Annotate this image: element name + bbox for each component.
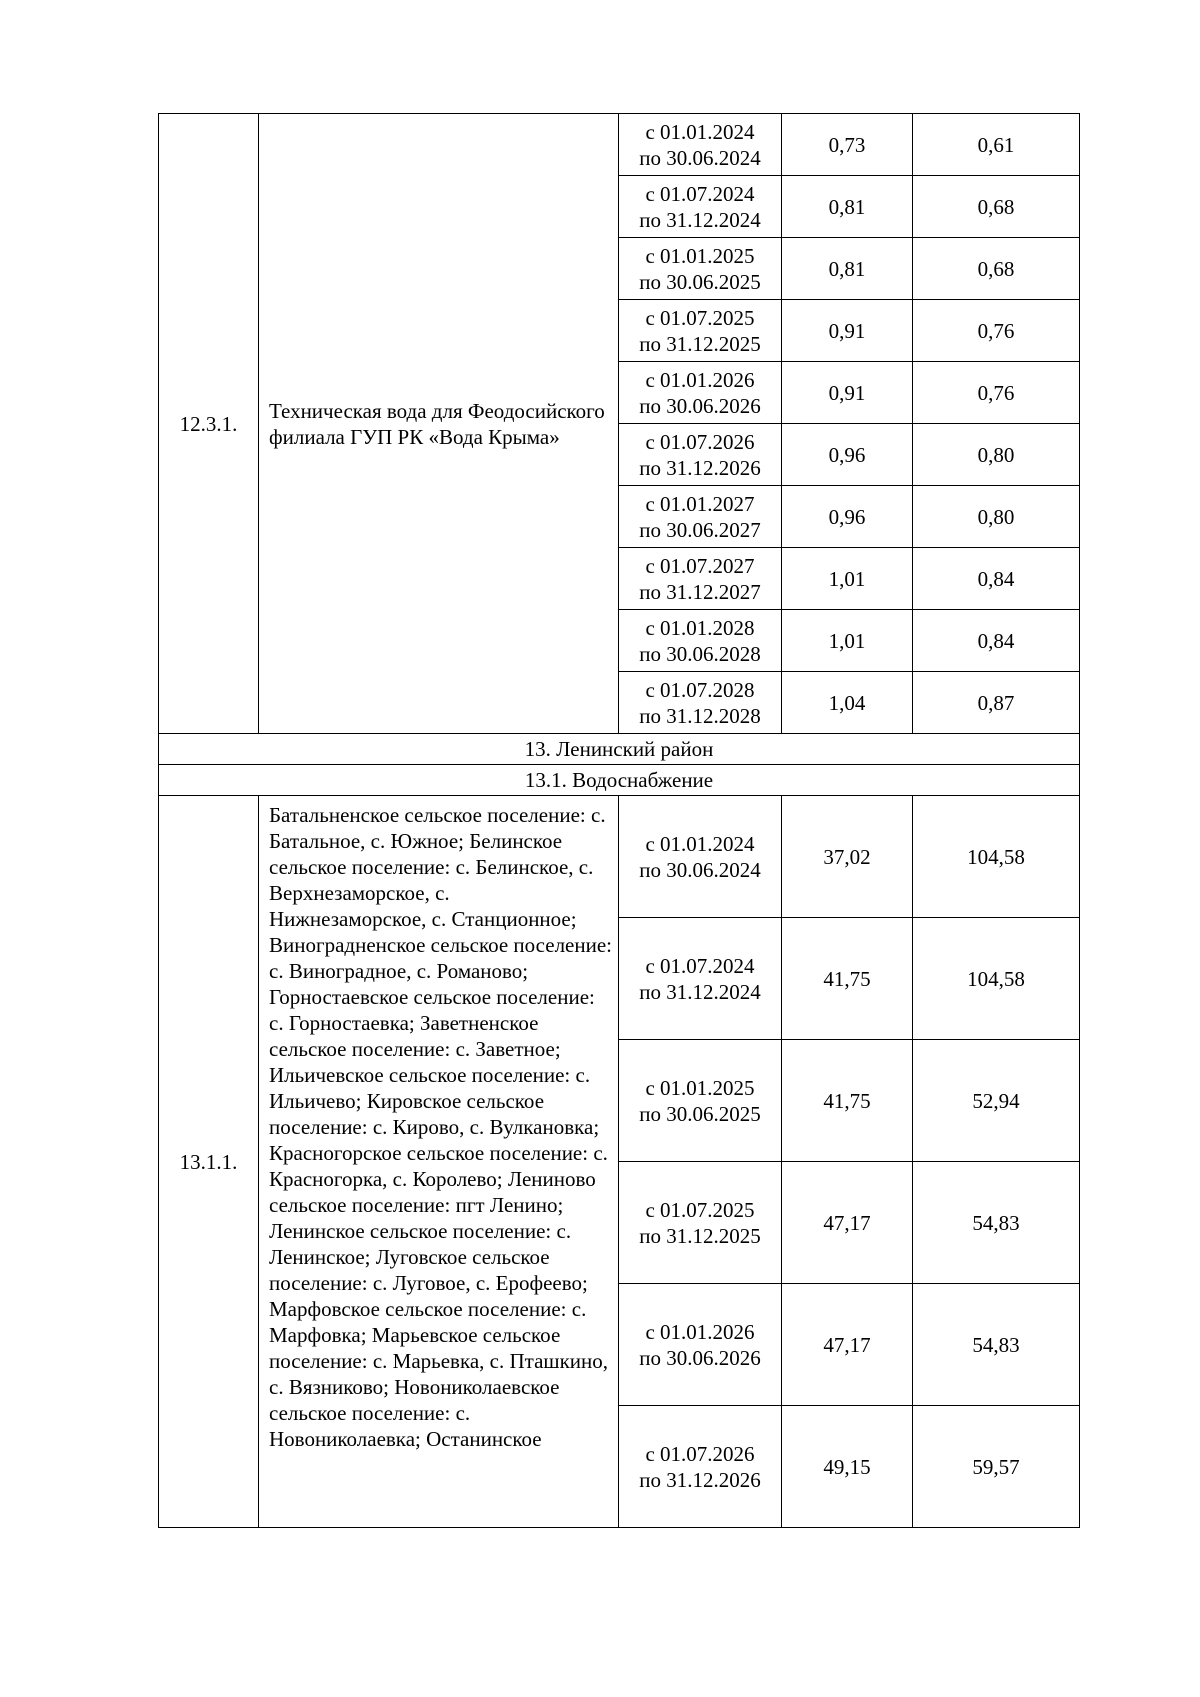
period-cell bbox=[619, 1040, 782, 1162]
period-cell bbox=[619, 238, 782, 300]
tariff-value-1: 47,17 bbox=[782, 1284, 913, 1406]
tariff-value-1: 0,96 bbox=[782, 486, 913, 548]
tariff-value-2: 104,58 bbox=[913, 918, 1080, 1040]
period-cell bbox=[619, 176, 782, 238]
tariff-value-2: 0,84 bbox=[913, 610, 1080, 672]
period-to: по 31.12.2024 bbox=[639, 979, 761, 1004]
period-cell bbox=[619, 918, 782, 1040]
tariff-value-2: 0,76 bbox=[913, 300, 1080, 362]
tariff-value-2: 0,84 bbox=[913, 548, 1080, 610]
section-row bbox=[159, 734, 1080, 765]
period-from: с 01.01.2024 bbox=[645, 119, 755, 144]
subsection-heading: 13.1. Водоснабжение bbox=[159, 765, 1080, 796]
period-cell bbox=[619, 424, 782, 486]
tariff-value-2: 104,58 bbox=[913, 796, 1080, 918]
period-to: по 31.12.2025 bbox=[639, 1223, 761, 1248]
period-from: с 01.07.2024 bbox=[645, 181, 755, 206]
period-cell bbox=[619, 1284, 782, 1406]
period-from: с 01.01.2026 bbox=[645, 367, 755, 392]
period-cell bbox=[619, 672, 782, 734]
table-row bbox=[159, 114, 1080, 176]
period-to: по 31.12.2028 bbox=[639, 703, 761, 728]
tariff-value-1: 0,81 bbox=[782, 238, 913, 300]
period-from: с 01.07.2025 bbox=[645, 305, 755, 330]
tariff-value-1: 47,17 bbox=[782, 1162, 913, 1284]
section-heading: 13. Ленинский район bbox=[159, 734, 1080, 765]
tariff-table-body bbox=[159, 114, 1080, 1528]
tariff-value-1: 41,75 bbox=[782, 918, 913, 1040]
tariff-value-2: 0,68 bbox=[913, 238, 1080, 300]
tariff-value-2: 59,57 bbox=[913, 1406, 1080, 1528]
tariff-table bbox=[158, 113, 1080, 1528]
period-cell bbox=[619, 796, 782, 918]
period-from: с 01.07.2026 bbox=[645, 429, 755, 454]
item-name: Батальненское сельское поселение: с. Батальное, с. Южное; Белинское сельское поселение: с. Белинское, с. Верхнезаморское, с. Нижнезаморское, с. Станционное; Виноградненское сельское поселение: с. Виноградное, с. Романово; Горностаевское сельское поселение: с. Горностаевка; Заветненское сельское поселение: с. Заветное; Ильичевское сельское поселение: с. Ильичево; Кировское сельское поселение: с. Кирово, с. Вулкановка; Красногорское сельское поселение: с. Красногорка, с. Королево; Лениново сельское поселение: пгт Ленино; Ленинское сельское поселение: с. Ленинское; Луговское сельское поселение: с. Луговое, с. Ерофеево; Марфовское сельское поселение: с. Марфовка; Марьевское сельское поселение: с. Марьевка, с. Пташкино, с. Вязниково; Новониколаевское сельское поселение: с. Новониколаевка; Останинское bbox=[259, 796, 619, 1528]
period-from: с 01.01.2026 bbox=[645, 1319, 755, 1344]
period-from: с 01.07.2024 bbox=[645, 953, 755, 978]
period-to: по 30.06.2025 bbox=[639, 269, 761, 294]
period-to: по 30.06.2028 bbox=[639, 641, 761, 666]
tariff-value-1: 1,01 bbox=[782, 548, 913, 610]
period-to: по 31.12.2024 bbox=[639, 207, 761, 232]
period-cell bbox=[619, 610, 782, 672]
tariff-value-2: 0,80 bbox=[913, 424, 1080, 486]
period-cell bbox=[619, 114, 782, 176]
period-from: с 01.01.2028 bbox=[645, 615, 755, 640]
tariff-value-2: 0,87 bbox=[913, 672, 1080, 734]
tariff-value-1: 0,73 bbox=[782, 114, 913, 176]
section-row bbox=[159, 765, 1080, 796]
table-row bbox=[159, 796, 1080, 918]
period-from: с 01.07.2026 bbox=[645, 1441, 755, 1466]
tariff-value-1: 49,15 bbox=[782, 1406, 913, 1528]
tariff-value-2: 52,94 bbox=[913, 1040, 1080, 1162]
tariff-value-2: 0,68 bbox=[913, 176, 1080, 238]
item-name: Техническая вода для Феодосийского филиала ГУП РК «Вода Крыма» bbox=[259, 114, 619, 734]
item-number: 13.1.1. bbox=[159, 796, 259, 1528]
period-to: по 31.12.2026 bbox=[639, 1467, 761, 1492]
period-from: с 01.07.2028 bbox=[645, 677, 755, 702]
period-cell bbox=[619, 362, 782, 424]
period-to: по 30.06.2026 bbox=[639, 393, 761, 418]
tariff-value-1: 0,96 bbox=[782, 424, 913, 486]
item-number: 12.3.1. bbox=[159, 114, 259, 734]
tariff-value-1: 1,01 bbox=[782, 610, 913, 672]
tariff-value-1: 37,02 bbox=[782, 796, 913, 918]
period-from: с 01.07.2025 bbox=[645, 1197, 755, 1222]
tariff-value-2: 54,83 bbox=[913, 1284, 1080, 1406]
tariff-value-1: 0,81 bbox=[782, 176, 913, 238]
period-cell bbox=[619, 548, 782, 610]
period-cell bbox=[619, 1162, 782, 1284]
period-from: с 01.01.2024 bbox=[645, 831, 755, 856]
tariff-value-2: 0,76 bbox=[913, 362, 1080, 424]
period-to: по 30.06.2025 bbox=[639, 1101, 761, 1126]
period-to: по 30.06.2024 bbox=[639, 145, 761, 170]
period-to: по 31.12.2026 bbox=[639, 455, 761, 480]
period-to: по 30.06.2027 bbox=[639, 517, 761, 542]
period-cell bbox=[619, 1406, 782, 1528]
tariff-value-2: 54,83 bbox=[913, 1162, 1080, 1284]
period-to: по 31.12.2027 bbox=[639, 579, 761, 604]
tariff-value-1: 1,04 bbox=[782, 672, 913, 734]
period-to: по 30.06.2026 bbox=[639, 1345, 761, 1370]
period-to: по 30.06.2024 bbox=[639, 857, 761, 882]
tariff-value-1: 0,91 bbox=[782, 362, 913, 424]
period-cell bbox=[619, 300, 782, 362]
tariff-value-1: 41,75 bbox=[782, 1040, 913, 1162]
tariff-value-1: 0,91 bbox=[782, 300, 913, 362]
period-from: с 01.01.2025 bbox=[645, 243, 755, 268]
period-cell bbox=[619, 486, 782, 548]
tariff-value-2: 0,61 bbox=[913, 114, 1080, 176]
period-from: с 01.01.2025 bbox=[645, 1075, 755, 1100]
tariff-value-2: 0,80 bbox=[913, 486, 1080, 548]
period-from: с 01.07.2027 bbox=[645, 553, 755, 578]
period-to: по 31.12.2025 bbox=[639, 331, 761, 356]
period-from: с 01.01.2027 bbox=[645, 491, 755, 516]
